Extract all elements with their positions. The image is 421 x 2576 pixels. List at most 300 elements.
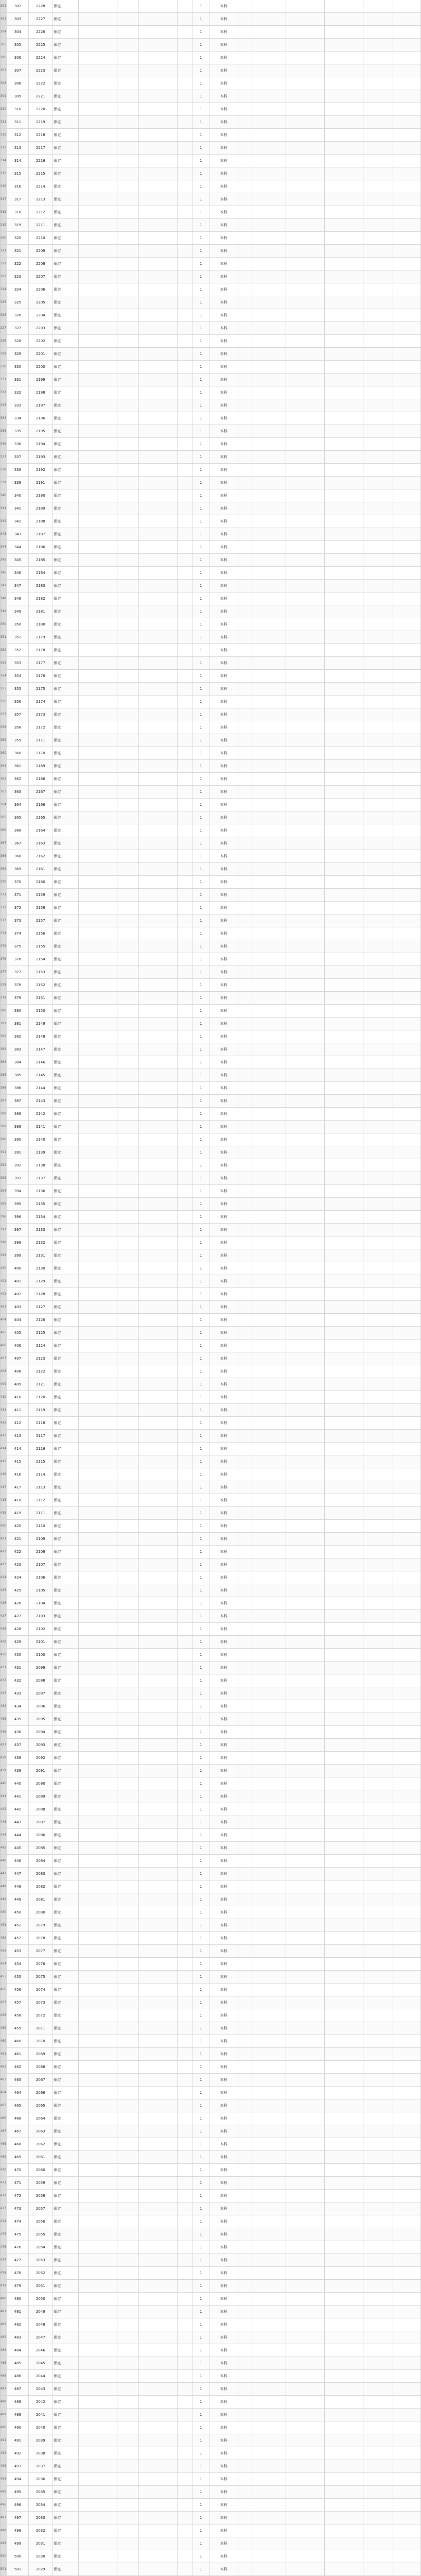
table-cell [393, 1262, 421, 1275]
table-cell [253, 1121, 286, 1133]
table-cell [286, 1404, 325, 1416]
table-cell [286, 914, 325, 927]
table-cell [238, 2254, 253, 2266]
table-cell [117, 180, 139, 193]
table-cell: 2057 [29, 2202, 52, 2215]
table-cell: 本科 [209, 2112, 238, 2125]
table-cell: 334 [7, 412, 29, 425]
table-cell [238, 1893, 253, 1906]
table-cell [253, 554, 286, 566]
table-cell [139, 1533, 178, 1545]
table-cell [325, 760, 363, 772]
table-cell [178, 2228, 192, 2241]
table-cell: 311 [7, 116, 29, 128]
table-cell [286, 2499, 325, 2511]
table-cell [117, 438, 139, 450]
table-cell [393, 1327, 421, 1339]
row-number-cell: 358 [0, 721, 7, 734]
table-cell [117, 2009, 139, 2022]
table-cell [139, 863, 178, 875]
table-cell [253, 837, 286, 850]
table-cell: 367 [7, 837, 29, 850]
table-cell: 本科 [209, 1430, 238, 1442]
table-cell [139, 1288, 178, 1300]
table-cell [117, 1172, 139, 1184]
table-cell [178, 77, 192, 90]
table-cell [79, 528, 117, 540]
table-cell [117, 1481, 139, 1494]
table-row [0, 1623, 421, 1636]
table-cell [393, 348, 421, 360]
table-row [0, 824, 421, 837]
table-cell [178, 1481, 192, 1494]
table-cell [238, 2537, 253, 2550]
table-cell [238, 167, 253, 180]
table-cell: 保定 [52, 206, 78, 218]
table-row [0, 1236, 421, 1249]
table-cell [253, 1623, 286, 1635]
table-cell: 保定 [52, 1391, 78, 1403]
row-number-cell: 307 [0, 64, 7, 77]
row-number-cell: 394 [0, 1185, 7, 1197]
table-row [0, 1211, 421, 1224]
table-cell: 本科 [209, 1507, 238, 1519]
table-cell: 2070 [29, 2035, 52, 2047]
table-cell [393, 1571, 421, 1584]
table-cell: 保定 [52, 309, 78, 321]
table-cell [178, 1687, 192, 1700]
table-cell [286, 464, 325, 476]
table-cell [79, 2074, 117, 2086]
table-cell [79, 2306, 117, 2318]
table-cell [325, 2048, 363, 2060]
table-cell [393, 2318, 421, 2331]
table-row [0, 1133, 421, 1146]
table-cell [238, 2074, 253, 2086]
table-cell: 2056 [29, 2215, 52, 2228]
table-cell: 1 [192, 2138, 209, 2150]
table-cell [286, 2370, 325, 2382]
table-cell [286, 1236, 325, 1249]
table-cell: 1 [192, 567, 209, 579]
table-cell [253, 13, 286, 25]
table-cell [79, 155, 117, 167]
table-cell [363, 605, 393, 618]
table-cell [363, 2344, 393, 2357]
table-cell [325, 2447, 363, 2460]
table-cell [139, 927, 178, 940]
table-cell: 380 [7, 1005, 29, 1017]
table-cell: 本科 [209, 155, 238, 167]
table-cell [117, 1494, 139, 1506]
table-cell: 319 [7, 219, 29, 231]
table-cell [286, 2087, 325, 2099]
table-cell [117, 1623, 139, 1635]
table-cell: 2148 [29, 1030, 52, 1043]
table-cell [393, 52, 421, 64]
table-cell [238, 2280, 253, 2292]
table-cell [253, 953, 286, 965]
row-number-cell: 366 [0, 824, 7, 837]
table-cell: 保定 [52, 1159, 78, 1172]
table-cell: 385 [7, 1069, 29, 1081]
table-cell: 2175 [29, 683, 52, 695]
table-cell [325, 1790, 363, 1803]
table-cell: 1 [192, 2241, 209, 2253]
table-cell [253, 2087, 286, 2099]
table-row [0, 1958, 421, 1971]
table-cell: 1 [192, 245, 209, 257]
table-cell [325, 1932, 363, 1944]
row-number-cell: 365 [0, 811, 7, 824]
table-cell [139, 1327, 178, 1339]
row-number-cell: 353 [0, 657, 7, 669]
table-cell [286, 2125, 325, 2138]
table-cell [253, 528, 286, 540]
table-cell: 本科 [209, 1404, 238, 1416]
table-cell [79, 1829, 117, 1841]
row-number-cell: 460 [0, 2035, 7, 2047]
table-row [0, 258, 421, 270]
table-cell [393, 1533, 421, 1545]
table-cell: 448 [7, 1880, 29, 1893]
table-cell: 2160 [29, 876, 52, 888]
table-cell [117, 1880, 139, 1893]
table-cell: 430 [7, 1649, 29, 1661]
table-cell [238, 2486, 253, 2498]
table-cell [79, 2293, 117, 2305]
table-cell: 2054 [29, 2241, 52, 2253]
table-cell [253, 592, 286, 605]
table-cell [238, 876, 253, 888]
table-row [0, 1752, 421, 1765]
table-cell: 保定 [52, 966, 78, 978]
table-cell [139, 1030, 178, 1043]
table-cell [139, 605, 178, 618]
table-cell: 保定 [52, 103, 78, 115]
table-cell [363, 1224, 393, 1236]
table-cell [238, 2563, 253, 2575]
table-cell [238, 1958, 253, 1970]
table-cell [238, 1571, 253, 1584]
table-cell [79, 1932, 117, 1944]
table-cell [393, 2383, 421, 2395]
table-cell [393, 2151, 421, 2163]
table-cell [286, 2512, 325, 2524]
table-row [0, 39, 421, 52]
table-cell: 2065 [29, 2099, 52, 2112]
table-cell [139, 116, 178, 128]
table-cell: 2096 [29, 1700, 52, 1713]
table-cell: 1 [192, 1481, 209, 1494]
table-cell [79, 232, 117, 244]
table-cell: 2086 [29, 1829, 52, 1841]
table-cell: 398 [7, 1236, 29, 1249]
table-cell: 本科 [209, 1842, 238, 1854]
table-row [0, 683, 421, 696]
table-cell [286, 1095, 325, 1107]
table-cell: 保定 [52, 2460, 78, 2472]
table-cell [238, 1443, 253, 1455]
table-cell [363, 399, 393, 412]
table-cell [286, 1455, 325, 1468]
row-number-cell: 415 [0, 1455, 7, 1468]
table-cell: 1 [192, 1571, 209, 1584]
table-cell [363, 2486, 393, 2498]
table-cell: 2116 [29, 1443, 52, 1455]
table-cell [393, 1958, 421, 1970]
table-cell: 2113 [29, 1481, 52, 1494]
table-cell [117, 1378, 139, 1391]
table-cell [117, 1636, 139, 1648]
table-cell [79, 837, 117, 850]
table-cell [286, 1919, 325, 1931]
table-cell [325, 258, 363, 270]
table-cell [139, 2009, 178, 2022]
table-cell: 389 [7, 1121, 29, 1133]
table-row [0, 2447, 421, 2460]
table-cell [325, 1597, 363, 1609]
table-cell: 保定 [52, 721, 78, 734]
table-cell [363, 2421, 393, 2434]
table-cell: 1 [192, 1623, 209, 1635]
table-row [0, 605, 421, 618]
table-cell [393, 1314, 421, 1326]
table-cell: 1 [192, 1790, 209, 1803]
table-cell: 保定 [52, 2215, 78, 2228]
table-cell [286, 1121, 325, 1133]
table-cell: 453 [7, 1945, 29, 1957]
table-cell [178, 760, 192, 772]
table-cell: 保定 [52, 773, 78, 785]
table-cell: 保定 [52, 64, 78, 77]
table-row [0, 760, 421, 773]
row-number-cell: 308 [0, 77, 7, 90]
table-cell: 436 [7, 1726, 29, 1738]
table-cell [117, 2537, 139, 2550]
row-number-cell: 413 [0, 1430, 7, 1442]
row-number-cell: 443 [0, 1816, 7, 1828]
table-cell [393, 1108, 421, 1120]
table-cell [325, 1610, 363, 1622]
table-cell [253, 258, 286, 270]
table-cell [238, 1996, 253, 2009]
table-cell [325, 2486, 363, 2498]
table-cell: 399 [7, 1249, 29, 1262]
table-cell [117, 1687, 139, 1700]
table-cell: 本科 [209, 1945, 238, 1957]
table-cell: 341 [7, 502, 29, 515]
table-cell [238, 245, 253, 257]
table-cell [253, 940, 286, 953]
table-row [0, 1713, 421, 1726]
table-cell: 本科 [209, 116, 238, 128]
table-cell: 本科 [209, 1868, 238, 1880]
table-cell: 本科 [209, 1790, 238, 1803]
table-cell [363, 309, 393, 321]
table-cell [325, 451, 363, 463]
table-cell [139, 2460, 178, 2472]
table-cell [139, 1018, 178, 1030]
table-row [0, 335, 421, 348]
table-cell [117, 1404, 139, 1416]
table-cell [363, 1172, 393, 1184]
table-row [0, 927, 421, 940]
table-cell [79, 2177, 117, 2189]
table-cell: 保定 [52, 1546, 78, 1558]
table-cell: 本科 [209, 270, 238, 283]
table-cell [238, 425, 253, 437]
table-cell [238, 1739, 253, 1751]
table-cell [253, 1172, 286, 1184]
table-cell [79, 1713, 117, 1725]
table-cell [363, 657, 393, 669]
row-number-cell: 313 [0, 142, 7, 154]
table-cell: 保定 [52, 1005, 78, 1017]
table-cell: 保定 [52, 696, 78, 708]
table-cell: 本科 [209, 1816, 238, 1828]
table-cell [393, 2125, 421, 2138]
table-cell: 保定 [52, 1662, 78, 1674]
table-cell: 400 [7, 1262, 29, 1275]
table-cell [363, 1971, 393, 1983]
table-cell [363, 2164, 393, 2176]
table-cell: 1 [192, 2550, 209, 2563]
table-cell [286, 2447, 325, 2460]
table-cell [325, 914, 363, 927]
row-number-cell: 302 [0, 0, 7, 12]
table-cell [253, 1146, 286, 1159]
table-cell [286, 2357, 325, 2369]
table-cell [286, 2177, 325, 2189]
table-cell [325, 863, 363, 875]
table-cell [325, 1765, 363, 1777]
table-cell [253, 1468, 286, 1481]
table-cell [139, 1558, 178, 1571]
row-number-cell: 466 [0, 2112, 7, 2125]
table-cell [79, 979, 117, 991]
table-cell: 1 [192, 953, 209, 965]
table-cell: 463 [7, 2074, 29, 2086]
table-row [0, 2048, 421, 2061]
table-cell [286, 1700, 325, 1713]
table-cell: 保定 [52, 2061, 78, 2073]
table-cell [325, 1558, 363, 1571]
table-cell [79, 2370, 117, 2382]
table-cell: 383 [7, 1043, 29, 1056]
table-cell [139, 502, 178, 515]
table-cell [139, 683, 178, 695]
table-cell [325, 2409, 363, 2421]
table-cell [117, 2447, 139, 2460]
table-cell [363, 1018, 393, 1030]
table-cell [117, 489, 139, 502]
table-cell: 保定 [52, 2048, 78, 2060]
table-cell [363, 1005, 393, 1017]
table-cell: 1 [192, 940, 209, 953]
table-cell: 本科 [209, 734, 238, 747]
table-cell: 359 [7, 734, 29, 747]
row-number-cell: 499 [0, 2537, 7, 2550]
table-cell [393, 1185, 421, 1197]
table-cell [79, 464, 117, 476]
row-number-cell: 324 [0, 283, 7, 296]
table-cell [117, 1571, 139, 1584]
table-cell [79, 1571, 117, 1584]
row-number-cell: 326 [0, 309, 7, 321]
table-cell: 保定 [52, 1996, 78, 2009]
table-cell [286, 451, 325, 463]
table-cell [79, 1546, 117, 1558]
table-cell: 1 [192, 26, 209, 38]
table-cell: 462 [7, 2061, 29, 2073]
table-cell [253, 618, 286, 631]
table-cell [117, 2112, 139, 2125]
table-cell: 本科 [209, 464, 238, 476]
row-number-cell: 425 [0, 1584, 7, 1597]
table-cell: 374 [7, 927, 29, 940]
table-cell: 352 [7, 644, 29, 656]
table-cell [325, 1803, 363, 1816]
table-cell [139, 90, 178, 103]
table-cell: 442 [7, 1803, 29, 1816]
table-cell [79, 1468, 117, 1481]
table-cell [238, 760, 253, 772]
table-cell [253, 2396, 286, 2408]
table-cell: 2093 [29, 1739, 52, 1751]
table-cell: 1 [192, 1662, 209, 1674]
table-cell [139, 1378, 178, 1391]
table-cell: 2071 [29, 2022, 52, 2035]
table-cell [286, 477, 325, 489]
table-cell [178, 683, 192, 695]
table-cell: 473 [7, 2202, 29, 2215]
table-cell [238, 2421, 253, 2434]
table-cell: 本科 [209, 605, 238, 618]
table-cell: 本科 [209, 2190, 238, 2202]
table-cell: 303 [7, 13, 29, 25]
table-cell [253, 103, 286, 115]
table-cell [363, 631, 393, 643]
table-row [0, 245, 421, 258]
table-cell [79, 2383, 117, 2395]
table-cell [393, 1842, 421, 1854]
table-cell [79, 1687, 117, 1700]
table-cell: 402 [7, 1288, 29, 1300]
table-cell: 411 [7, 1404, 29, 1416]
table-cell [238, 309, 253, 321]
table-cell [286, 1520, 325, 1532]
table-cell: 本科 [209, 1777, 238, 1790]
table-cell [178, 1739, 192, 1751]
table-cell [325, 1868, 363, 1880]
table-cell [238, 2215, 253, 2228]
table-cell: 2224 [29, 52, 52, 64]
table-cell [178, 1713, 192, 1725]
table-cell [325, 1378, 363, 1391]
table-cell [139, 837, 178, 850]
table-cell [178, 1133, 192, 1146]
table-cell [178, 1352, 192, 1365]
table-cell [238, 438, 253, 450]
table-cell [286, 2306, 325, 2318]
table-cell [325, 1816, 363, 1828]
table-cell: 本科 [209, 1803, 238, 1816]
table-cell: 本科 [209, 90, 238, 103]
table-cell [253, 1211, 286, 1223]
table-cell: 375 [7, 940, 29, 953]
table-cell: 本科 [209, 1133, 238, 1146]
